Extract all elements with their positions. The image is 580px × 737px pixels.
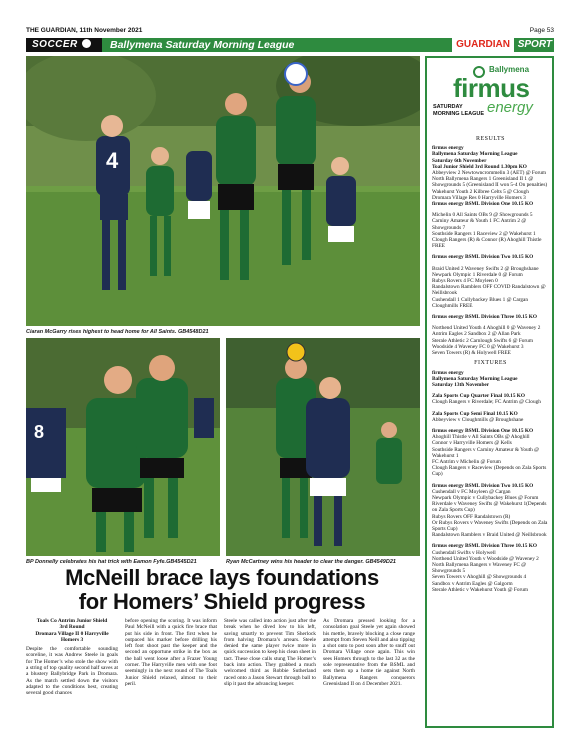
results-heading: Zala Sports Cup Semi Final 10.15 KO <box>432 410 518 417</box>
results-line: Cushendall Swifts v Holywell <box>432 549 496 556</box>
article-column-4 <box>323 618 415 687</box>
results-line: North Ballymena Rangers 1 Greenisland II 1 @ Showgrounds 5 (Greenisland II won 5-4 On penalties) <box>432 176 548 189</box>
results-line: Southside Rangers 1 Raceview 2 @ Wakehurst 1 <box>432 230 536 237</box>
football-icon <box>82 39 91 48</box>
results-line: Carniny Amateur & Youth 1 FC Antrim 2 @ Showgrounds 7 <box>432 218 527 231</box>
main-photo <box>26 56 420 326</box>
results-line: Clough Rangers (R) & Connor (R) Ahoghill Thistle FREE <box>432 237 542 250</box>
svg-text:4: 4 <box>106 148 119 173</box>
results-heading: firmus energy BSML Division Two 10.15 KO <box>432 254 534 261</box>
results-line: North Ballymena Rangers v Waveney FC @ Showgrounds 5 <box>432 561 527 575</box>
sponsor-logo: Ballymena firmus energy SATURDAY MORNING LEAGUE <box>427 58 552 130</box>
left-photo-caption: BP Donnelly celebrates his hat trick with Eamon Fyfe.GB4545D21 <box>26 559 197 565</box>
article-kicker-1: Toals Co Antrim Junior Shield <box>36 618 108 624</box>
league-title: Ballymena Saturday Morning League <box>110 39 295 51</box>
brand-sport: SPORT <box>517 39 552 50</box>
article-column-2 <box>125 618 217 687</box>
article-paragraph: Despite the comfortable sounding scoreline, it was Andrew Steele in goals for The Homer’s who stole the show with a string of top quality second half saves at a blustery Ballybridge Park in Dromara. As the match settled down the visitors adapted to the conditions best, creating several good chances <box>26 646 118 697</box>
results-line: Northend United Youth 4 Ahoghill 0 @ Waveney 2 <box>432 325 541 332</box>
results-heading: firmus energy BSML Division One 10.15 KO <box>432 427 534 434</box>
headline-line-1: McNeill brace lays foundations <box>65 565 379 590</box>
results-heading: Ballymena Saturday Morning League <box>432 151 518 158</box>
section-banner <box>26 38 554 52</box>
results-line: Sandbox v Antrim Eagles @ Galgorm <box>432 580 513 587</box>
results-heading: Zala Sports Cup Quarter Final 10.15 KO <box>432 393 526 400</box>
results-line: Ahoghill Thistle v All Saints OBs @ Ahoghill <box>432 434 530 441</box>
article-paragraph: Steele was called into action just after the break when he dived low to his left, saving smartly to prevent Tim Sherlock from halving Dromara’s arrears. Steele denied the same player twice more in quick succession to keep his clean sheet in tact. These close calls stung The Homer’s back into action. They grabbed a much welcomed third as Robbie Sutherland raced onto a Jason Stewart through ball to slip it past the advancing keeper. <box>224 618 316 687</box>
results-title: RESULTS <box>476 136 505 142</box>
results-line: Northend United Youth v Woodside @ Waveney 2 <box>432 555 539 562</box>
results-heading: firmus energy BSML Division One 10.15 KO <box>432 201 534 208</box>
results-list <box>432 134 549 593</box>
results-heading: Toal Junior Shield 3rd Round 1.30pm KO <box>432 163 527 170</box>
results-line: FC Antrim v Michelin @ Forum <box>432 458 501 465</box>
results-line: Or Rubys Rovers v Waveney Swifts (Depends on Zala Sports Cup) <box>432 519 548 532</box>
results-line: Seven Towers (R) & Holywell FREE <box>432 350 511 357</box>
article-kicker-2: 3rd Round <box>59 624 85 631</box>
left-photo <box>26 338 220 556</box>
brand-guardian: GUARDIAN <box>452 38 514 52</box>
results-line: Rubys Rovers 4 FC Moyleen 0 <box>432 278 498 285</box>
results-line: Sterale Athletic v Wakehurst Youth @ Forum <box>432 586 529 593</box>
publication-date: THE GUARDIAN, 11th November 2021 <box>26 27 143 34</box>
fixtures-title: FIXTURES <box>474 360 507 367</box>
results-line: Randalstown Ramblers v Braid United @ Neillsbrook <box>432 532 547 539</box>
results-panel <box>425 56 554 728</box>
results-line: Clough Rangers v Riverdale; FC Antrim @ Clough <box>432 399 541 406</box>
results-heading: Saturday 13th November <box>432 381 490 388</box>
article-kicker-3: Dromara Village II 0 Harryville <box>35 630 109 637</box>
results-line: Woodside 4 Waveney FC 0 @ Wakehurst 3 <box>432 343 524 350</box>
results-line: Cushendall v FC Moyleen @ Cargan <box>432 488 511 495</box>
results-heading: firmus energy BSML Division Three 10.15 KO <box>432 314 538 321</box>
results-line: Abbeyview 2 Newtowncrommelin 3 (AET) @ Forum <box>432 170 547 177</box>
results-heading: firmus energy <box>432 145 464 152</box>
results-line: Southside Rangers v Carniny Amateur & Youth @ Wakehurst 1 <box>432 446 539 459</box>
right-photo-caption: Ryan McCartney wins his header to clear the danger. GB4549D21 <box>226 559 396 565</box>
results-line: Connor v Harryville Homers @ Kells <box>432 440 512 447</box>
article-kicker-4: Homers 3 <box>60 636 84 643</box>
results-heading: firmus energy BSML Division Two 10.15 KO <box>432 482 534 489</box>
results-line: Abbeyview v Cloughmills @ Broughshane <box>432 416 524 423</box>
article-column-1 <box>26 618 118 697</box>
results-line: Cushendall 1 Cullybackey Blues 1 @ Cargan <box>432 296 528 303</box>
page-number: Page 53 <box>529 27 554 34</box>
results-line: Seven Towers v Ahoghill @ Showgrounds 4 <box>432 574 527 581</box>
results-heading: Saturday 6th November <box>432 157 487 164</box>
page-header <box>26 27 554 37</box>
results-heading: Ballymena Saturday Morning League <box>432 375 518 382</box>
svg-text:8: 8 <box>34 422 45 442</box>
main-photo-caption: Ciaran McGarry rises highest to head home for All Saints. GB4548D21 <box>26 329 209 335</box>
results-line: Newpark Olympic 1 Riverdale 0 @ Forum <box>432 271 523 278</box>
article-body <box>26 618 416 737</box>
results-line: Wakehurst Youth 2 Kilbree Celts 5 @ Clough <box>432 188 529 195</box>
results-line: Antrim Eagles 2 Sandbox 2 @ Allan Park <box>432 331 521 338</box>
results-line: Newpark Olympic v Cullybackey Blues @ Forum <box>432 494 539 501</box>
right-photo <box>226 338 420 556</box>
section-label: SOCCER <box>26 38 102 52</box>
headline-line-2: for Homers’ Shield progress <box>78 589 366 614</box>
results-line: Sterale Athletic 2 Carnlough Swifts 6 @ Forum <box>432 337 533 344</box>
results-line: Braid United 2 Waveney Swifts 2 @ Broughshane <box>432 265 539 272</box>
results-line: Michelin 0 All Saints OBs 9 @ Showgrounds 5 <box>432 212 533 219</box>
results-line: Clough Rangers v Raceview (Depends on Zala Sports Cup) <box>432 465 547 478</box>
article-paragraph: before opening the scoring. It was inform Paul McNeill with a quick fire brace that put his side in front. The first when he outpaced his marker before drilling his left foot shoot past the keeper and the second an opportune strike in the box as the ball went loose after a Frazer Young corner. The Harryville men with one foot seemingly in the next round of The Toals Junior Shield relaxed, almost to their peril. <box>125 618 217 687</box>
results-line: Dromara Village Res 0 Harryville Homers 3 <box>432 194 526 201</box>
article-column-3 <box>224 618 316 687</box>
results-line: Randalstown Ramblers OFF COVID Randalstown @ Neillsbrook <box>432 284 546 297</box>
results-heading: firmus energy <box>432 369 464 376</box>
headline <box>26 566 418 590</box>
article-paragraph: As Dromara pressed looking for a consolation goal Steele yet again showed his mettle, bravely blocking a close range attempt from Steven Neill and also tipping a shot onto to post soon after to snuff out Dromara Village once again. This win sees Homers through to the last 32 as the sole representative from the BSML and sets them up a home tie against North Ballymena Rangers conquerors Greenisland II on 4 December 2021. <box>323 618 415 687</box>
results-line: Cloughmills FREE <box>432 302 473 309</box>
results-line: Rubys Rovers OFF Randalstown (R) <box>432 513 511 520</box>
results-heading: firmus energy BSML Division Three 10.15 KO <box>432 543 538 550</box>
results-line: Riverdale v Waveney Swifts @ Wakehurst 1(Depends on Zala Sports Cup) <box>432 501 547 514</box>
